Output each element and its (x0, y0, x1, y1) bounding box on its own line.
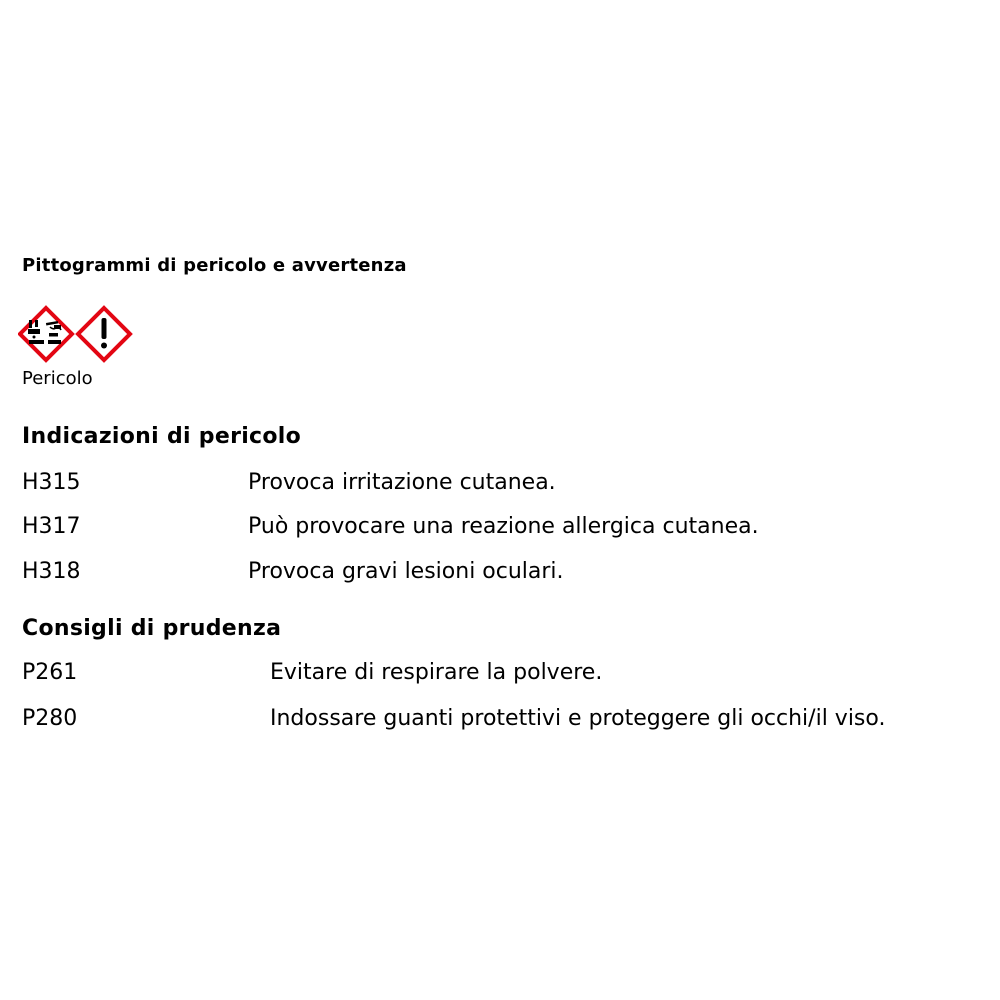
precautionary-code: P261 (22, 660, 78, 685)
hazard-text: Può provocare una reazione allergica cutanea. (248, 514, 759, 539)
hazard-code: H315 (22, 470, 81, 495)
precautionary-statements-heading: Consigli di prudenza (22, 616, 282, 641)
hazard-pictograms (18, 304, 134, 364)
hazard-text: Provoca gravi lesioni oculari. (248, 559, 564, 584)
exclamation-mark-icon (78, 308, 130, 360)
precautionary-text: Indossare guanti protettivi e proteggere gli occhi/il viso. (270, 706, 886, 731)
hazard-code: H318 (22, 559, 81, 584)
corrosion-icon (20, 308, 72, 360)
hazard-code: H317 (22, 514, 81, 539)
signal-word: Pericolo (22, 368, 93, 389)
hazard-text: Provoca irritazione cutanea. (248, 470, 556, 495)
precautionary-code: P280 (22, 706, 78, 731)
pictogram-section-title: Pittogrammi di pericolo e avvertenza (22, 255, 407, 276)
precautionary-text: Evitare di respirare la polvere. (270, 660, 603, 685)
hazard-statements-heading: Indicazioni di pericolo (22, 424, 302, 449)
